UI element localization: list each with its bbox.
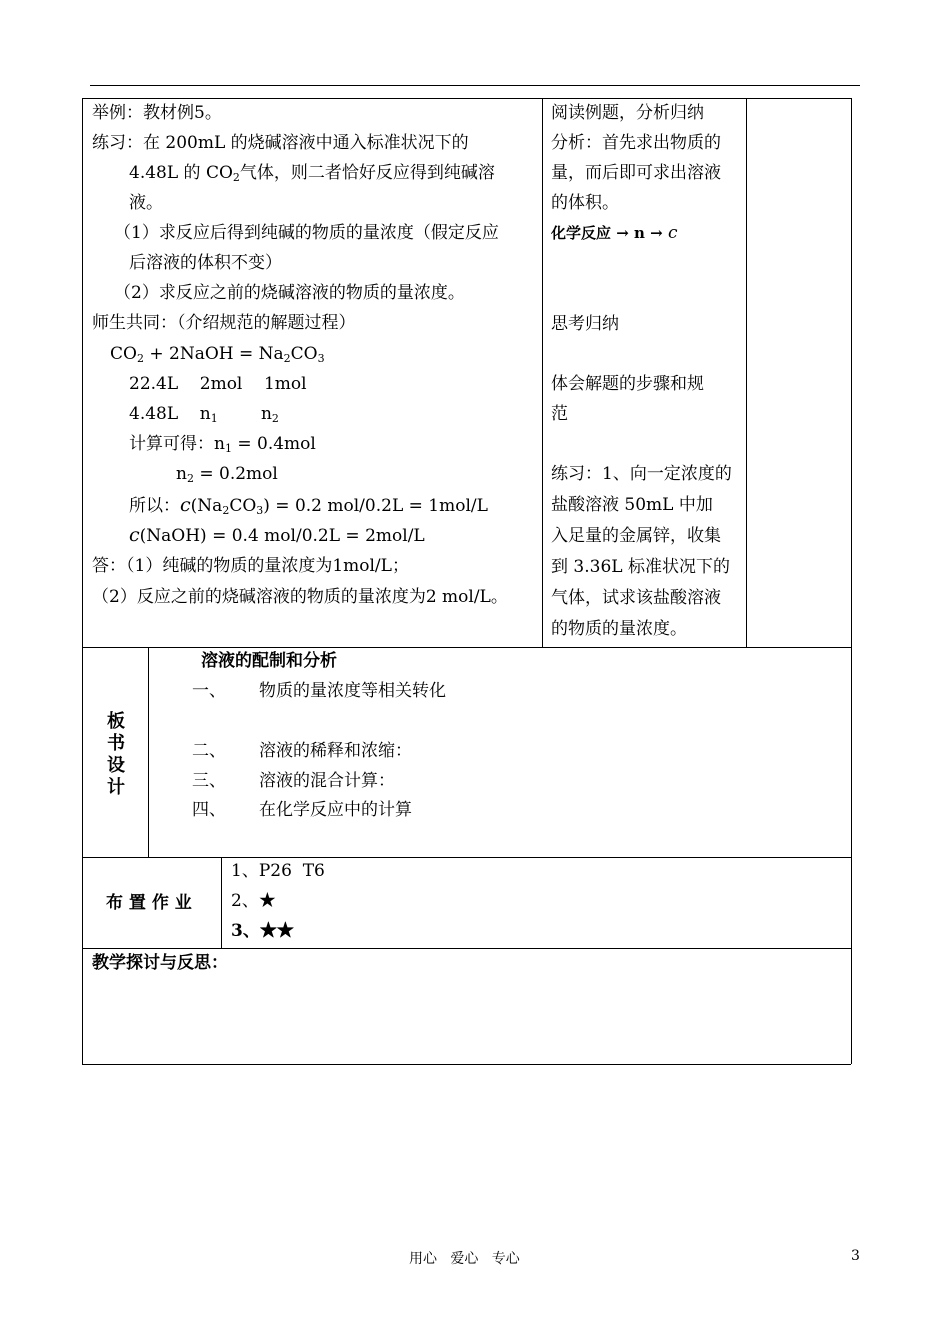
- analysis-line-1: 分析：首先求出物质的: [551, 133, 721, 153]
- board-title: 溶液的配制和分析: [201, 651, 337, 671]
- table-rule-2: [82, 857, 851, 858]
- board-label-divider: [148, 647, 149, 857]
- board-item-1: 物质的量浓度等相关转化: [259, 681, 446, 701]
- practice-line-6: 的物质的量浓度。: [551, 619, 687, 639]
- ratio-row-2: 4.48L $n_1$ $n_2$: [129, 404, 279, 425]
- practice-line-2: 盐酸溶液 50mL 中加: [551, 495, 713, 515]
- calc-n2: $n_2 = 0.2mol$: [176, 464, 278, 485]
- practice-line-1: 练习：1、向一定浓度的: [551, 464, 732, 484]
- question-2: （2）求反应之前的烧碱溶液的物质的量浓度。: [114, 283, 465, 303]
- homework-item-3: 3、★★: [231, 921, 294, 941]
- table-col-divider-1: [542, 98, 543, 647]
- exercise-line-2: 4.48L 的 $CO_2$气体，则二者恰好反应得到纯碱溶: [129, 163, 495, 184]
- practice-line-4: 到 3.36L 标准状况下的: [551, 557, 730, 577]
- homework-item-1: 1、P26 T6: [231, 861, 325, 881]
- table-border-bottom: [82, 1064, 851, 1065]
- table-col-divider-2: [746, 98, 747, 647]
- header-rule: [90, 85, 860, 86]
- reflection-label: 教学探讨与反思：: [92, 953, 228, 973]
- steps-line-2: 范: [551, 404, 568, 424]
- answer-line-1: 答：（1）纯碱的物质的量浓度为1mol/L；: [92, 556, 409, 576]
- practice-line-3: 入足量的金属锌，收集: [551, 526, 721, 546]
- homework-label-divider: [221, 857, 222, 948]
- footer-motto: 用心 爱心 专心: [409, 1251, 520, 1267]
- table-border-right: [851, 98, 852, 1064]
- board-item-4: 在化学反应中的计算: [259, 800, 412, 820]
- answer-line-2: （2）反应之前的烧碱溶液的物质的量浓度为2 mol/L。: [92, 587, 508, 607]
- calc-n1: 计算可得：$n_1 = 0.4mol$: [129, 434, 316, 455]
- reaction-flow: 化学反应 → n → c: [551, 223, 678, 243]
- activity-line-1: 阅读例题，分析归纳: [551, 103, 704, 123]
- board-item-2-num: 二、: [192, 741, 226, 761]
- homework-label: 布 置 作 业: [106, 893, 192, 913]
- table-border-top: [82, 98, 851, 99]
- table-border-left: [82, 98, 83, 1064]
- steps-line-1: 体会解题的步骤和规: [551, 374, 704, 394]
- board-item-4-num: 四、: [192, 800, 226, 820]
- analysis-line-2: 量，而后即可求出溶液: [551, 163, 721, 183]
- board-item-2: 溶液的稀释和浓缩：: [259, 741, 412, 761]
- think-summary: 思考归纳: [551, 314, 619, 334]
- board-label: 板 书 设 计: [107, 711, 125, 798]
- board-item-3: 溶液的混合计算：: [259, 771, 395, 791]
- practice-line-5: 气体，试求该盐酸溶液: [551, 588, 721, 608]
- concentration-naoh: c(NaOH) = 0.4 mol/0.2L = 2mol/L: [129, 524, 425, 546]
- question-1-line-1: （1）求反应后得到纯碱的物质的量浓度（假定反应: [114, 223, 499, 243]
- board-item-1-num: 一、: [192, 681, 226, 701]
- board-item-3-num: 三、: [192, 771, 226, 791]
- exercise-line-3: 液。: [129, 193, 163, 213]
- concentration-na2co3: 所以：$c(Na_2CO_3) = 0.2$ mol/0.2L = 1mol/L: [129, 494, 488, 517]
- page-number: 3: [851, 1248, 860, 1264]
- reaction-equation: $CO_2$ + 2NaOH = $Na_2CO_3$: [110, 344, 325, 365]
- ratio-row-1: 22.4L 2mol 1mol: [129, 374, 307, 394]
- table-rule-1: [82, 647, 851, 648]
- analysis-line-3: 的体积。: [551, 193, 619, 213]
- table-rule-3: [82, 948, 851, 949]
- homework-item-2: 2、★: [231, 891, 276, 911]
- example-line: 举例：教材例5。: [92, 103, 222, 123]
- question-1-line-2: 后溶液的体积不变）: [129, 253, 282, 273]
- exercise-line-1: 练习：在 200mL 的烧碱溶液中通入标准状况下的: [92, 133, 469, 153]
- teacher-student-line: 师生共同：（介绍规范的解题过程）: [92, 313, 356, 333]
